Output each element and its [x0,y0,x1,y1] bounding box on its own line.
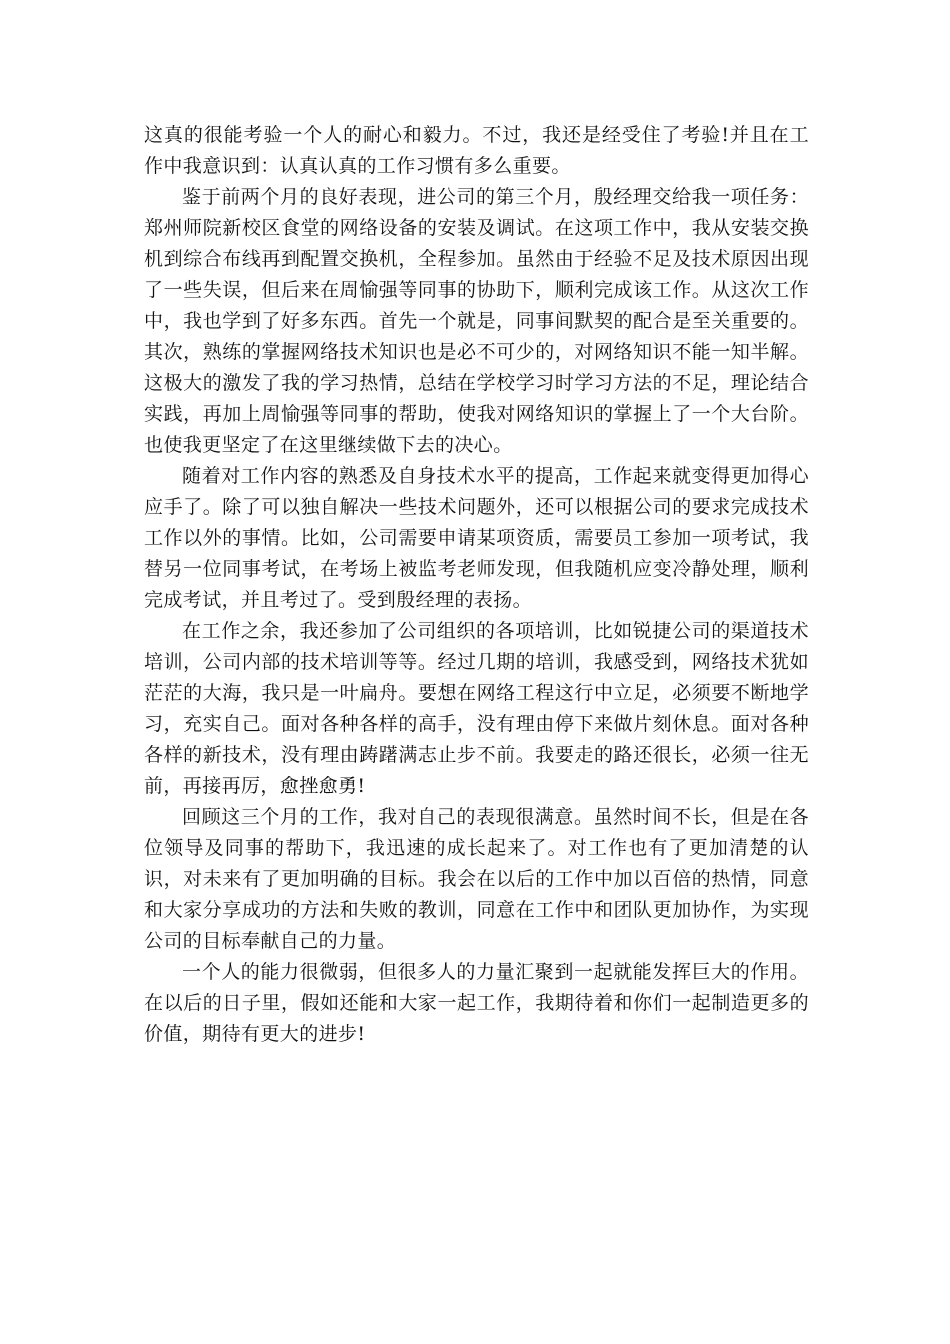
paragraph-6: 一个人的能力很微弱，但很多人的力量汇聚到一起就能发挥巨大的作用。在以后的日子里，假如还能和大家一起工作，我期待着和你们一起制造更多的价值，期待有更大的进步! [144,961,809,1045]
paragraph-4: 在工作之余，我还参加了公司组织的各项培训，比如锐捷公司的渠道技术培训，公司内部的技术培训等等。经过几期的培训，我感受到，网络技术犹如茫茫的大海，我只是一叶扁舟。要想在网络工程这行中立足，必须要不断地学习，充实自己。面对各种各样的高手，没有理由停下来做片刻休息。面对各种各样的新技术，没有理由踌躇满志止步不前。我要走的路还很长，必须一往无前，再接再厉，愈挫愈勇! [144,620,809,797]
paragraph-1: 这真的很能考验一个人的耐心和毅力。不过，我还是经受住了考验!并且在工作中我意识到：认真认真的工作习惯有多么重要。 [144,124,809,177]
paragraph-2: 鉴于前两个月的良好表现，进公司的第三个月，殷经理交给我一项任务：郑州师院新校区食堂的网络设备的安装及调试。在这项工作中，我从安装交换机到综合布线再到配置交换机，全程参加。虽然由于经验不足及技术原因出现了一些失误，但后来在周愉强等同事的协助下，顺利完成该工作。从这次工作中，我也学到了好多东西。首先一个就是，同事间默契的配合是至关重要的。其次，熟练的掌握网络技术知识也是必不可少的，对网络知识不能一知半解。这极大的激发了我的学习热情，总结在学校学习时学习方法的不足，理论结合实践，再加上周愉强等同事的帮助，使我对网络知识的掌握上了一个大台阶。也使我更坚定了在这里继续做下去的决心。 [144,186,809,456]
paragraph-5: 回顾这三个月的工作，我对自己的表现很满意。虽然时间不长，但是在各位领导及同事的帮助下，我迅速的成长起来了。对工作也有了更加清楚的认识，对未来有了更加明确的目标。我会在以后的工作中加以百倍的热情，同意和大家分享成功的方法和失败的教训，同意在工作中和团队更加协作，为实现公司的目标奉献自己的力量。 [144,806,809,952]
paragraph-3: 随着对工作内容的熟悉及自身技术水平的提高，工作起来就变得更加得心应手了。除了可以独自解决一些技术问题外，还可以根据公司的要求完成技术工作以外的事情。比如，公司需要申请某项资质，需要员工参加一项考试，我替另一位同事考试，在考场上被监考老师发现，但我随机应变冷静处理，顺利完成考试，并且考过了。受到殷经理的表扬。 [144,465,809,611]
document-page [144,120,809,1050]
